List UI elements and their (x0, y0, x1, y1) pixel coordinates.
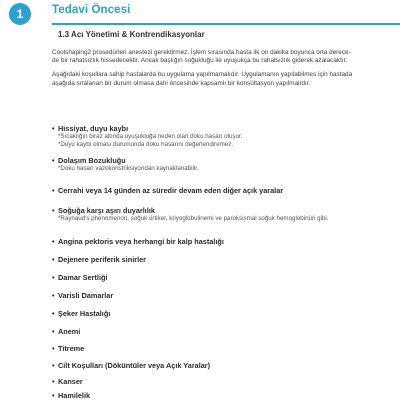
intro-paragraph-1-line-2: de bir rahatsızlık hissedecektir. Ancak başlığın soğukluğu ile uyuşukça bu rahatsızlık giderek azalacaktır. (52, 57, 348, 65)
step-number: 1 (16, 7, 24, 21)
list-item (52, 391, 392, 400)
list-item (52, 291, 392, 300)
intro-paragraph-2 (52, 71, 388, 87)
intro-paragraph-1-line-1: Coolshaping2 prosedürleri anestezi gerektirmez. İşlem sırasında hasta ilk on dakika boyunca orta derece- (52, 49, 351, 56)
list-item (52, 327, 392, 336)
item-title: • Cerrahi veya 14 günden az süredir devam eden diğer açık yaralar (52, 186, 392, 195)
item-title: • Hissiyat, duyu kaybı (52, 124, 392, 133)
item-title: • Dolaşım Bozukluğu (52, 156, 392, 165)
section-title: 1.3 Acı Yönetimi & Kontrendikasyonlar (58, 30, 205, 39)
item-title: • Hamilelik (52, 391, 392, 400)
list-item (52, 309, 392, 318)
chapter-title: Tedavi Öncesi (52, 4, 131, 16)
intro-paragraph-2-line-2: aşağıda sıralanan bir durum olmasa dahi öncesinde kapsamlı bir konsültasyon yapılmalıdır. (52, 79, 311, 87)
item-title: • Varisli Damarlar (52, 291, 392, 300)
list-item (52, 124, 392, 148)
intro-paragraph-1 (52, 49, 388, 65)
list-item (52, 206, 392, 223)
list-item (52, 186, 392, 195)
item-note: *Duyu kaybı olması durumunda doku hasarını değerlendiremez. (58, 140, 234, 148)
item-title: • Dejenere periferik sinirler (52, 255, 392, 264)
item-title: • Soğuğa karşı aşırı duyarlılık (52, 206, 392, 215)
header-divider (52, 23, 400, 25)
list-item (52, 377, 392, 386)
list-item (52, 255, 392, 264)
list-item (52, 156, 392, 173)
item-title: • Kanser (52, 377, 392, 386)
list-item (52, 273, 392, 282)
item-note: *Raynaud's phenomenon, soğuk ürtiker, kriyoglobulinemi ve paroksismal soğuk hemoglobinüri gibi. (58, 215, 329, 222)
item-title: • Titreme (52, 344, 392, 353)
list-item (52, 237, 392, 246)
item-title: • Anemi (52, 327, 392, 336)
item-title: • Angina pektoris veya herhangi bir kalp hastalığı (52, 237, 392, 246)
item-title: • Damar Sertliği (52, 273, 392, 282)
list-item (52, 344, 392, 353)
item-note: *Sıcaklığın biraz altında uyuşukluğa neden olan doku hasarı oluşur. (58, 133, 243, 140)
step-number-badge (9, 3, 31, 25)
list-item (52, 361, 392, 370)
item-title: • Cilt Koşulları (Döküntüler veya Açık Yaralar) (52, 361, 392, 370)
intro-paragraph-2-line-1: Aşağıdaki koşullara sahip hastalarda bu uygulama yapılmamalıdır. Uygulamanın yapılabilmes için hastada (52, 71, 353, 79)
item-note: *Doku hasarı vazokonstriksiyondan kaynaklanabilir. (58, 165, 199, 172)
intro-text (52, 49, 388, 88)
item-title: • Şeker Hastalığı (52, 309, 392, 318)
